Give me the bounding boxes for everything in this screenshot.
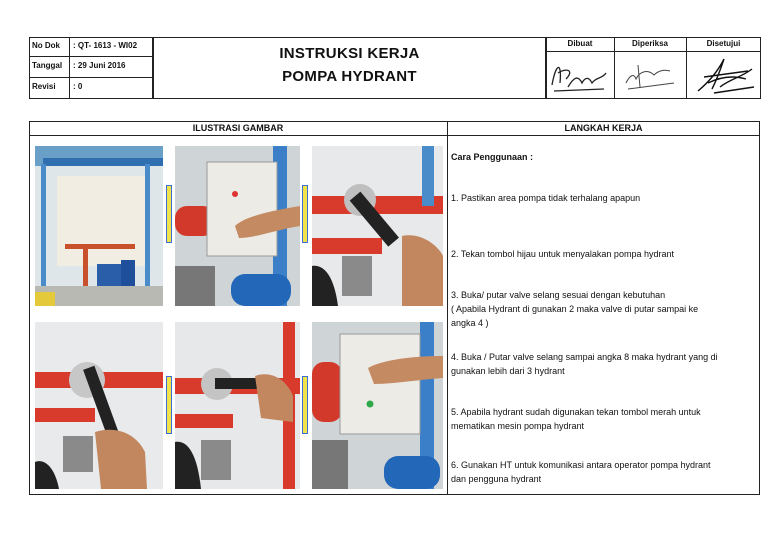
step-6-line1: 6. Gunakan HT untuk komunikasi antara operator pompa hydrant [451, 460, 711, 470]
step-5-line2: mematikan mesin pompa hydrant [451, 421, 585, 431]
diperiksa-label: Diperiksa [631, 39, 669, 48]
signature-dibuat [548, 53, 612, 97]
control-panel-icon [175, 146, 300, 306]
divider [29, 135, 760, 136]
divider [447, 121, 448, 495]
column-header-illustration: ILUSTRASI GAMBAR [192, 123, 284, 133]
arrow-marker [166, 376, 172, 434]
step-1: 1. Pastikan area pompa tidak terhalang apapun [451, 193, 641, 203]
arrow-marker [302, 185, 308, 243]
pump-room-photo [35, 146, 163, 306]
step-3-line3: angka 4 ) [451, 318, 489, 328]
page-title-line1: INSTRUKSI KERJA [279, 45, 420, 62]
tanggal-value: : 29 Juni 2016 [73, 61, 126, 70]
no-dok-value: : QT- 1613 - WI02 [73, 41, 138, 50]
valve-handle-icon [312, 146, 443, 306]
revisi-value: : 0 [73, 82, 83, 91]
dibuat-label: Dibuat [567, 39, 593, 48]
stop-panel-photo [312, 322, 443, 489]
signature-disetujui [690, 51, 760, 97]
arrow-marker [302, 376, 308, 434]
tanggal-label: Tanggal [32, 61, 63, 70]
step-3-line1: 3. Buka/ putar valve selang sesuai dengan kebutuhan [451, 290, 666, 300]
step-5-line1: 5. Apabila hydrant sudah digunakan tekan tombol merah untuk [451, 407, 701, 417]
step-3-line2: ( Apabila Hydrant di gunakan 2 maka valve di putar sampai ke [451, 304, 699, 314]
valve-turn-photo [35, 322, 163, 489]
step-4-line1: 4. Buka / Putar valve selang sampai angka 8 maka hydrant yang di [451, 352, 718, 362]
valve-open-photo [175, 322, 300, 489]
step-2: 2. Tekan tombol hijau untuk menyalakan pompa hydrant [451, 249, 674, 259]
valve-handle-photo [312, 146, 443, 306]
valve-open-icon [175, 322, 300, 489]
usage-heading: Cara Penggunaan : [451, 152, 534, 162]
step-4-line2: gunakan lebih dari 3 hydrant [451, 366, 565, 376]
valve-turn-icon [35, 322, 163, 489]
disetujui-label: Disetujui [706, 39, 741, 48]
stop-panel-icon [312, 322, 443, 489]
control-panel-photo [175, 146, 300, 306]
step-6-line2: dan pengguna hydrant [451, 474, 542, 484]
signature-diperiksa [618, 53, 684, 97]
pump-room-icon [35, 146, 163, 306]
revisi-label: Revisi [32, 82, 56, 91]
page-title-line2: POMPA HYDRANT [282, 68, 417, 85]
arrow-marker [166, 185, 172, 243]
column-header-steps: LANGKAH KERJA [564, 123, 643, 133]
no-dok-label: No Dok [32, 41, 60, 50]
